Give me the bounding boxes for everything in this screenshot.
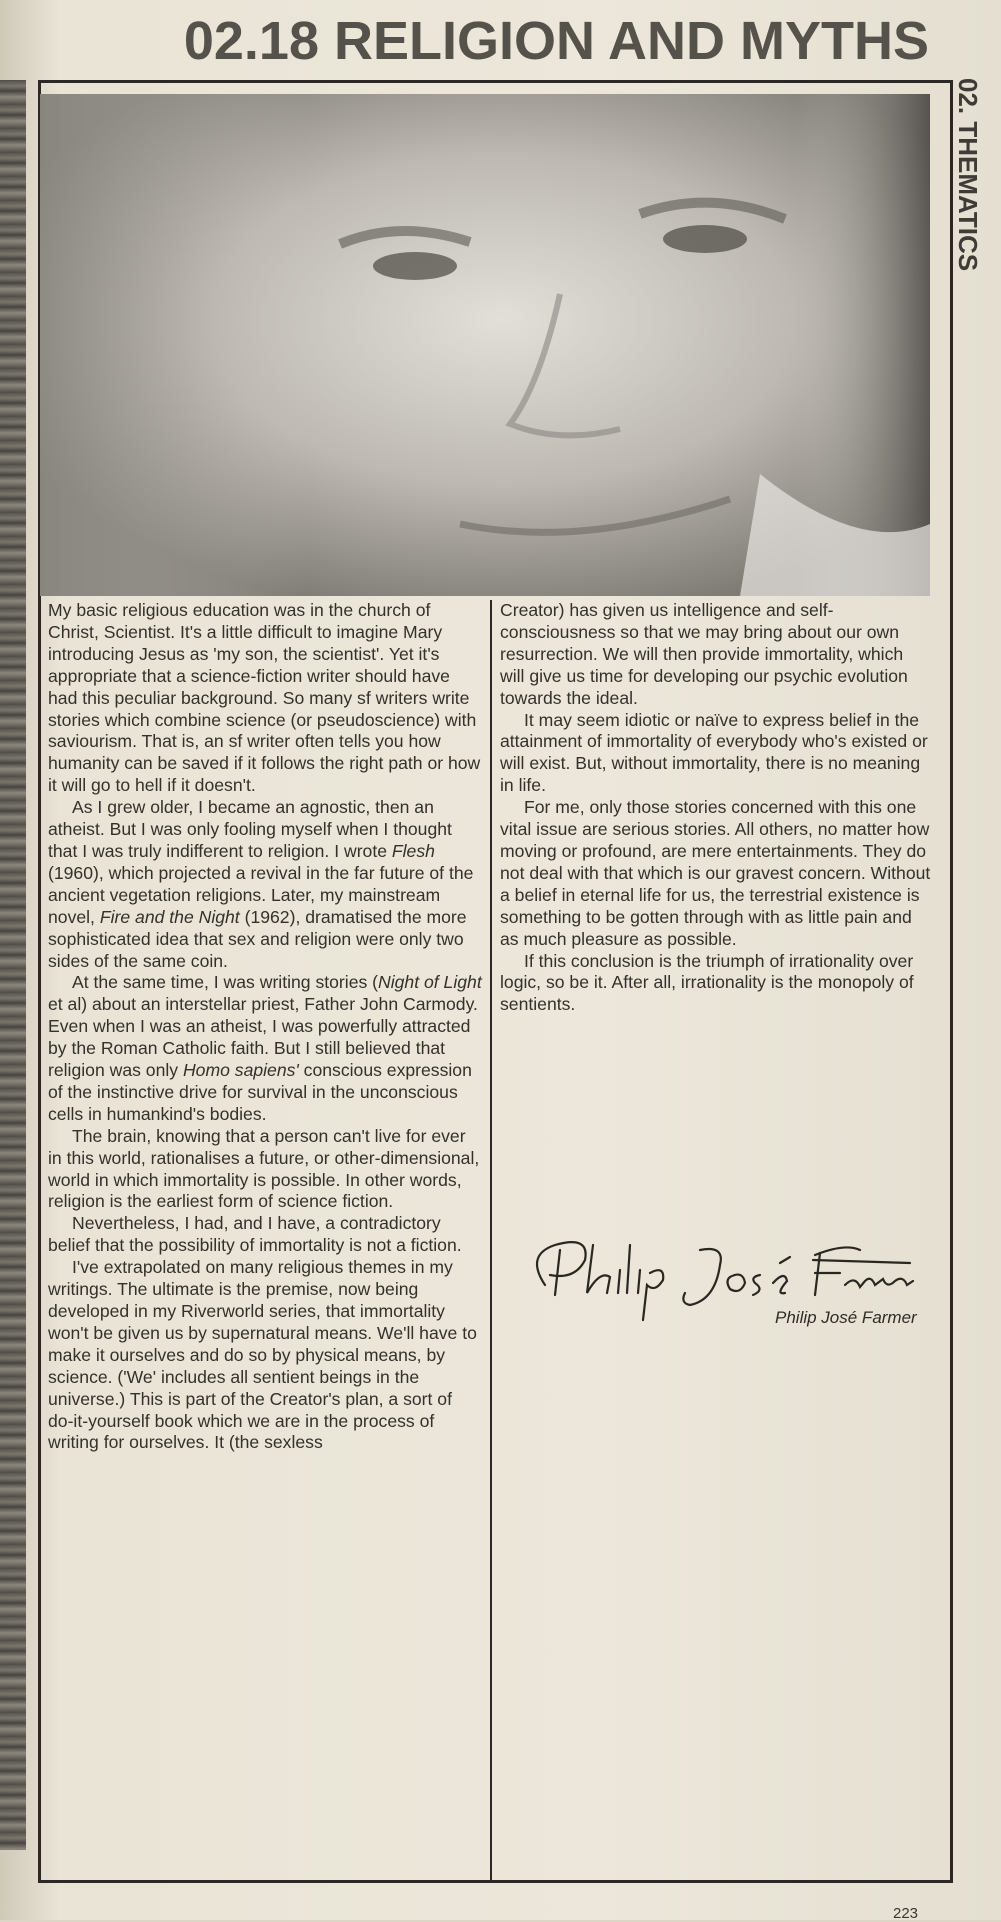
- article-paragraph: [48, 1257, 482, 1454]
- article-paragraph: [500, 710, 932, 798]
- section-title: 02.18 RELIGION AND MYTHS: [183, 11, 929, 71]
- text-run: As I grew older, I became an agnostic, then an atheist. But I was only fooling myself when I thought that I was truly indifferent to religion. I wrote: [48, 797, 452, 861]
- article-left-column: [48, 600, 482, 1454]
- article-right-column: [500, 600, 932, 1016]
- article-paragraph: [48, 1126, 482, 1214]
- text-run: At the same time, I was writing stories (: [72, 972, 379, 993]
- adjacent-page-edge: [0, 80, 26, 1850]
- text-run: Nevertheless, I had, and I have, a contradictory belief that the possibility of immortality is not a fiction.: [48, 1213, 462, 1256]
- italic-title: Homo sapiens': [182, 1060, 299, 1081]
- text-run: My basic religious education was in the church of Christ, Scientist. It's a little difficult to imagine Mary introducing Jesus as 'my son, the scientist'. Yet it's appropriate that a science-fiction writer should have had this peculiar background. So many sf writers write stories which combine science (or pseudoscience) with saviourism. That is, an sf writer often tells you how humanity can be saved if it follows the right path or how it will go to hell if it doesn't.: [48, 600, 481, 796]
- text-run: If this conclusion is the triumph of irrationality over logic, so be it. After all, irrationality is the monopoly of sentients.: [500, 950, 914, 1015]
- text-run: It may seem idiotic or naïve to express belief in the attainment of immortality of everybody who's existed or will exist. But, without immortality, there is no meaning in life.: [500, 709, 928, 796]
- text-run: conscious expression of the instinctive drive for survival in the unconscious cells in humankind's bodies.: [48, 1060, 472, 1124]
- page-number: 223: [893, 1905, 919, 1922]
- italic-title: Flesh: [391, 840, 435, 861]
- italic-title: Night of Light: [378, 972, 482, 993]
- text-run: For me, only those stories concerned with this one vital issue are serious stories. All others, no matter how moving or profound, are mere entertainments. They do not deal with that which is our gravest concern. Without a belief in eternal life for us, the terrestrial existence is something to be gotten through with as little pain and as much pleasure as possible.: [500, 797, 931, 949]
- author-name: Philip José Farmer: [775, 1308, 917, 1327]
- text-run: Creator) has given us intelligence and self-consciousness so that we may bring about our own resurrection. We will then provide immortality, which will give us time for developing our psychic evolution towards the ideal.: [500, 600, 908, 708]
- text-run: (1960), which projected a revival in the far future of the ancient vegetation religions. Later, my mainstream novel,: [48, 862, 474, 927]
- text-run: The brain, knowing that a person can't live for ever in this world, rationalises a future, or other-dimensional, world in which immortality is possible. In other words, religion is the earliest form of science fiction.: [48, 1125, 480, 1212]
- article-paragraph: [500, 797, 932, 950]
- article-paragraph: [500, 951, 932, 1017]
- italic-title: Fire and the Night: [99, 906, 240, 927]
- text-run: et al) about an interstellar priest, Father John Carmody. Even when I was an atheist, I was powerfully attracted by the Roman Catholic faith. But I still believed that religion was only: [48, 994, 478, 1081]
- article-paragraph: [48, 600, 482, 797]
- text-run: I've extrapolated on many religious themes in my writings. The ultimate is the premise, now being developed in my Riverworld series, that immortality won't be given us by supernatural means. We'll have to make it ourselves and do so by physical means, by science. ('We' includes all sentient beings in the universe.) This is part of the Creator's plan, a sort of do-it-yourself book which we are in the process of writing for ourselves. It (the sexless: [48, 1257, 477, 1453]
- portrait-image: [40, 94, 930, 596]
- article-paragraph: [48, 1213, 482, 1257]
- text-run: (1962), dramatised the more sophisticated idea that sex and religion were only two sides of the same coin.: [48, 906, 467, 971]
- article-paragraph: [48, 797, 482, 972]
- portrait-photo: [40, 94, 930, 596]
- column-divider: [490, 600, 492, 1883]
- article-paragraph: [500, 600, 932, 710]
- side-label-text: 02. THEMATICS: [953, 78, 983, 272]
- article-paragraph: [48, 972, 482, 1125]
